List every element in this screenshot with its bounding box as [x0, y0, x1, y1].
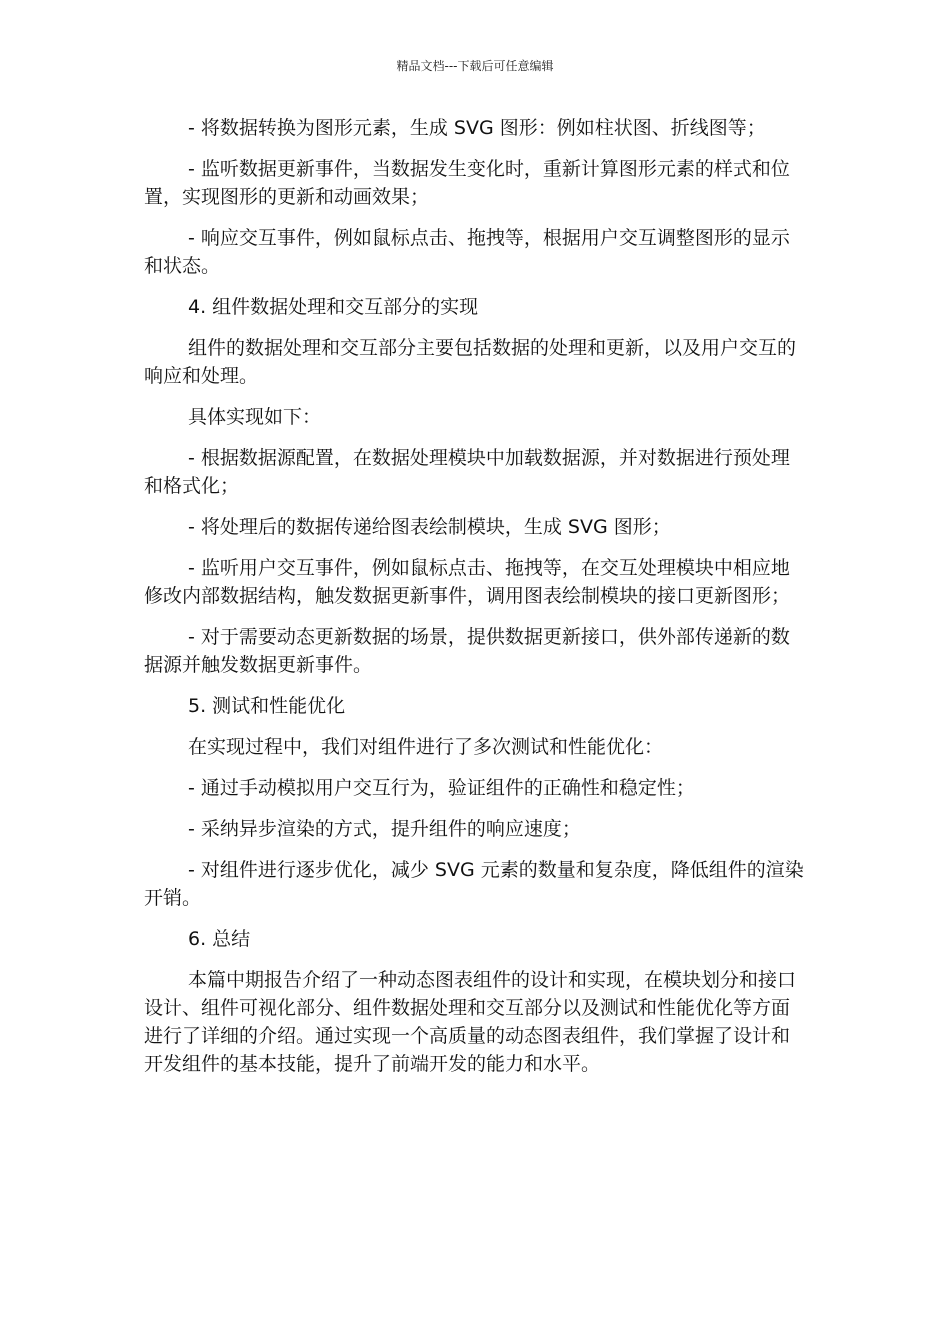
section-heading: 4. 组件数据处理和交互部分的实现 — [188, 296, 479, 318]
section-heading: 6. 总结 — [188, 928, 251, 950]
section-heading: 5. 测试和性能优化 — [188, 695, 346, 717]
document-body — [144, 114, 808, 1091]
paragraph-bullet: - 将数据转换为图形元素，生成 SVG 图形：例如柱状图、折线图等； — [188, 117, 766, 139]
paragraph-bullet: - 根据数据源配置，在数据处理模块中加载数据源，并对数据进行预处理和格式化； — [144, 447, 790, 497]
paragraph: 本篇中期报告介绍了一种动态图表组件的设计和实现，在模块划分和接口设计、组件可视化部分、组件数据处理和交互部分以及测试和性能优化等方面进行了详细的介绍。通过实现一个高质量的动态图表组件，我们掌握了设计和开发组件的基本技能，提升了前端开发的能力和水平。 — [144, 969, 797, 1075]
paragraph-bullet: - 对于需要动态更新数据的场景，提供数据更新接口，供外部传递新的数据源并触发数据更新事件。 — [144, 626, 790, 676]
paragraph-bullet: - 采纳异步渲染的方式，提升组件的响应速度； — [188, 818, 581, 840]
paragraph-bullet: - 监听数据更新事件，当数据发生变化时，重新计算图形元素的样式和位置，实现图形的更新和动画效果； — [144, 158, 790, 208]
paragraph: 在实现过程中，我们对组件进行了多次测试和性能优化： — [188, 736, 664, 758]
paragraph-bullet: - 通过手动模拟用户交互行为，验证组件的正确性和稳定性； — [188, 777, 695, 799]
paragraph-bullet: - 响应交互事件，例如鼠标点击、拖拽等，根据用户交互调整图形的显示和状态。 — [144, 227, 790, 277]
paragraph: 组件的数据处理和交互部分主要包括数据的处理和更新，以及用户交互的响应和处理。 — [144, 337, 797, 387]
paragraph-bullet: - 将处理后的数据传递给图表绘制模块，生成 SVG 图形； — [188, 516, 671, 538]
paragraph-bullet: - 对组件进行逐步优化，减少 SVG 元素的数量和复杂度，降低组件的渲染开销。 — [144, 859, 804, 909]
page-header: 精品文档---下载后可任意编辑 — [396, 59, 554, 73]
paragraph: 具体实现如下： — [188, 406, 322, 428]
paragraph-bullet: - 监听用户交互事件，例如鼠标点击、拖拽等，在交互处理模块中相应地修改内部数据结构，触发数据更新事件，调用图表绘制模块的接口更新图形； — [144, 557, 791, 607]
